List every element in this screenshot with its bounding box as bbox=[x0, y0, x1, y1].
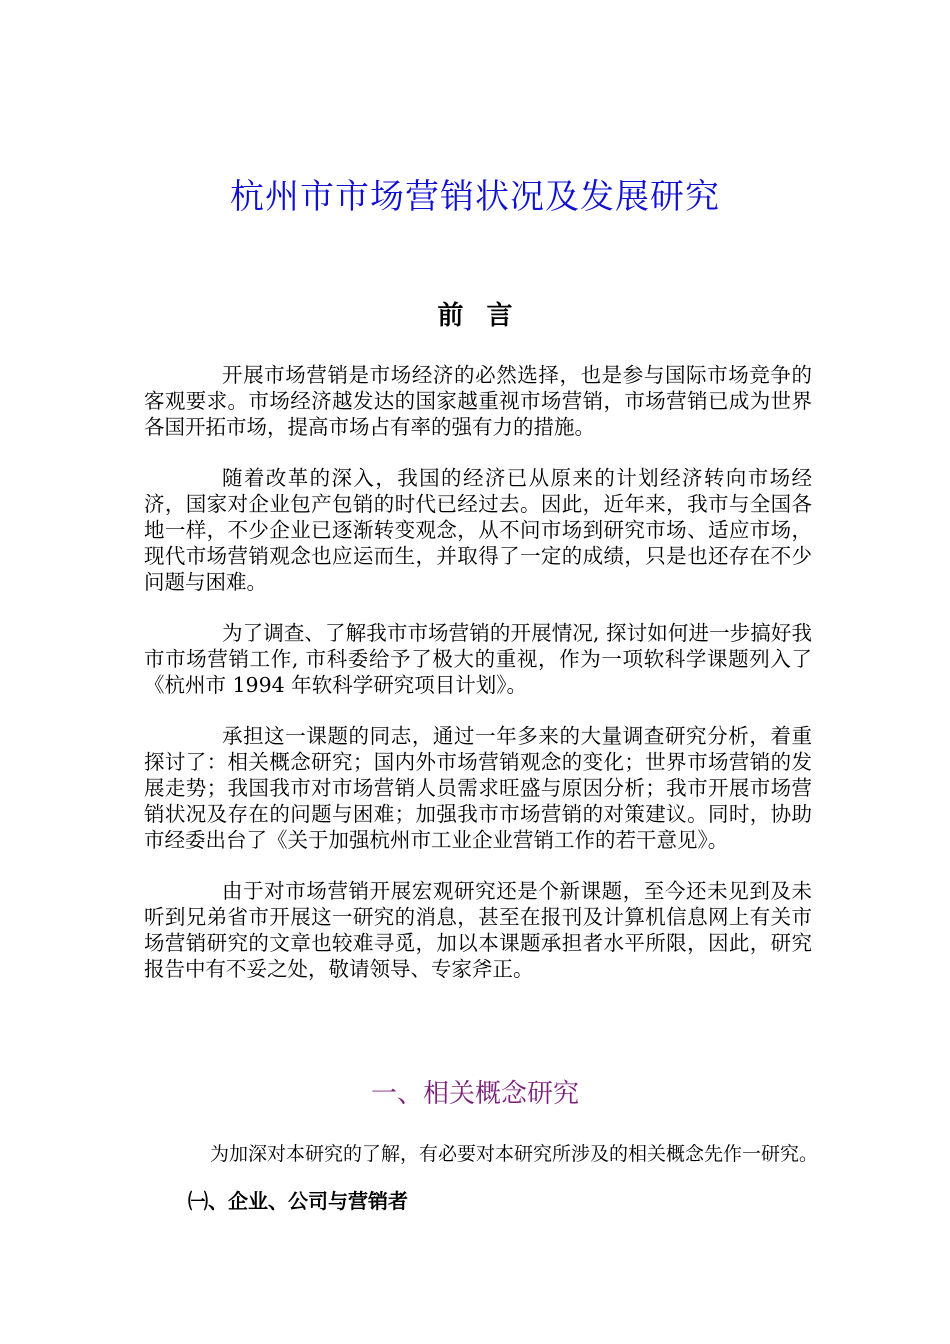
preface-body bbox=[144, 362, 812, 1007]
subsection-heading: ㈠、企业、公司与营销者 bbox=[188, 1189, 408, 1213]
section-heading: 一、相关概念研究 bbox=[370, 1079, 579, 1109]
preface-paragraph-5: 由于对市场营销开展宏观研究还是个新课题，至今还未见到及未听到兄弟省市开展这一研究的消息，甚至在报刊及计算机信息网上有关市场营销研究的文章也较难寻觅，加以本课题承担者水平所限，因此，研究报告中有不妥之处，敬请领导、专家斧正。 bbox=[144, 879, 812, 981]
preface-paragraph-3: 为了调查、了解我市市场营销的开展情况, 探讨如何进一步搞好我市市场营销工作, 市科委给予了极大的重视，作为一项软科学课题列入了《杭州市 1994 年软科学研究项目计划》。 bbox=[144, 621, 812, 697]
preface-heading: 前 言 bbox=[437, 301, 513, 331]
preface-paragraph-2: 随着改革的深入，我国的经济已从原来的计划经济转向市场经济，国家对企业包产包销的时代已经过去。因此，近年来，我市与全国各地一样，不少企业已逐渐转变观念，从不问市场到研究市场、适应市场，现代市场营销观念也应运而生，并取得了一定的成绩，只是也还存在不少问题与困难。 bbox=[144, 466, 812, 594]
preface-paragraph-4: 承担这一课题的同志，通过一年多来的大量调查研究分析，着重探讨了：相关概念研究；国内外市场营销观念的变化；世界市场营销的发展走势；我国我市对市场营销人员需求旺盛与原因分析；我市开展市场营销状况及存在的问题与困难；加强我市市场营销的对策建议。同时，协助市经委出台了《关于加强杭州市工业企业营销工作的若干意见》。 bbox=[144, 724, 812, 852]
document-title: 杭州市市场营销状况及发展研究 bbox=[230, 177, 720, 217]
section-intro: 为加深对本研究的了解，有必要对本研究所涉及的相关概念先作一研究。 bbox=[210, 1143, 819, 1165]
preface-paragraph-1: 开展市场营销是市场经济的必然选择，也是参与国际市场竞争的客观要求。市场经济越发达的国家越重视市场营销，市场营销已成为世界各国开拓市场，提高市场占有率的强有力的措施。 bbox=[144, 363, 812, 439]
